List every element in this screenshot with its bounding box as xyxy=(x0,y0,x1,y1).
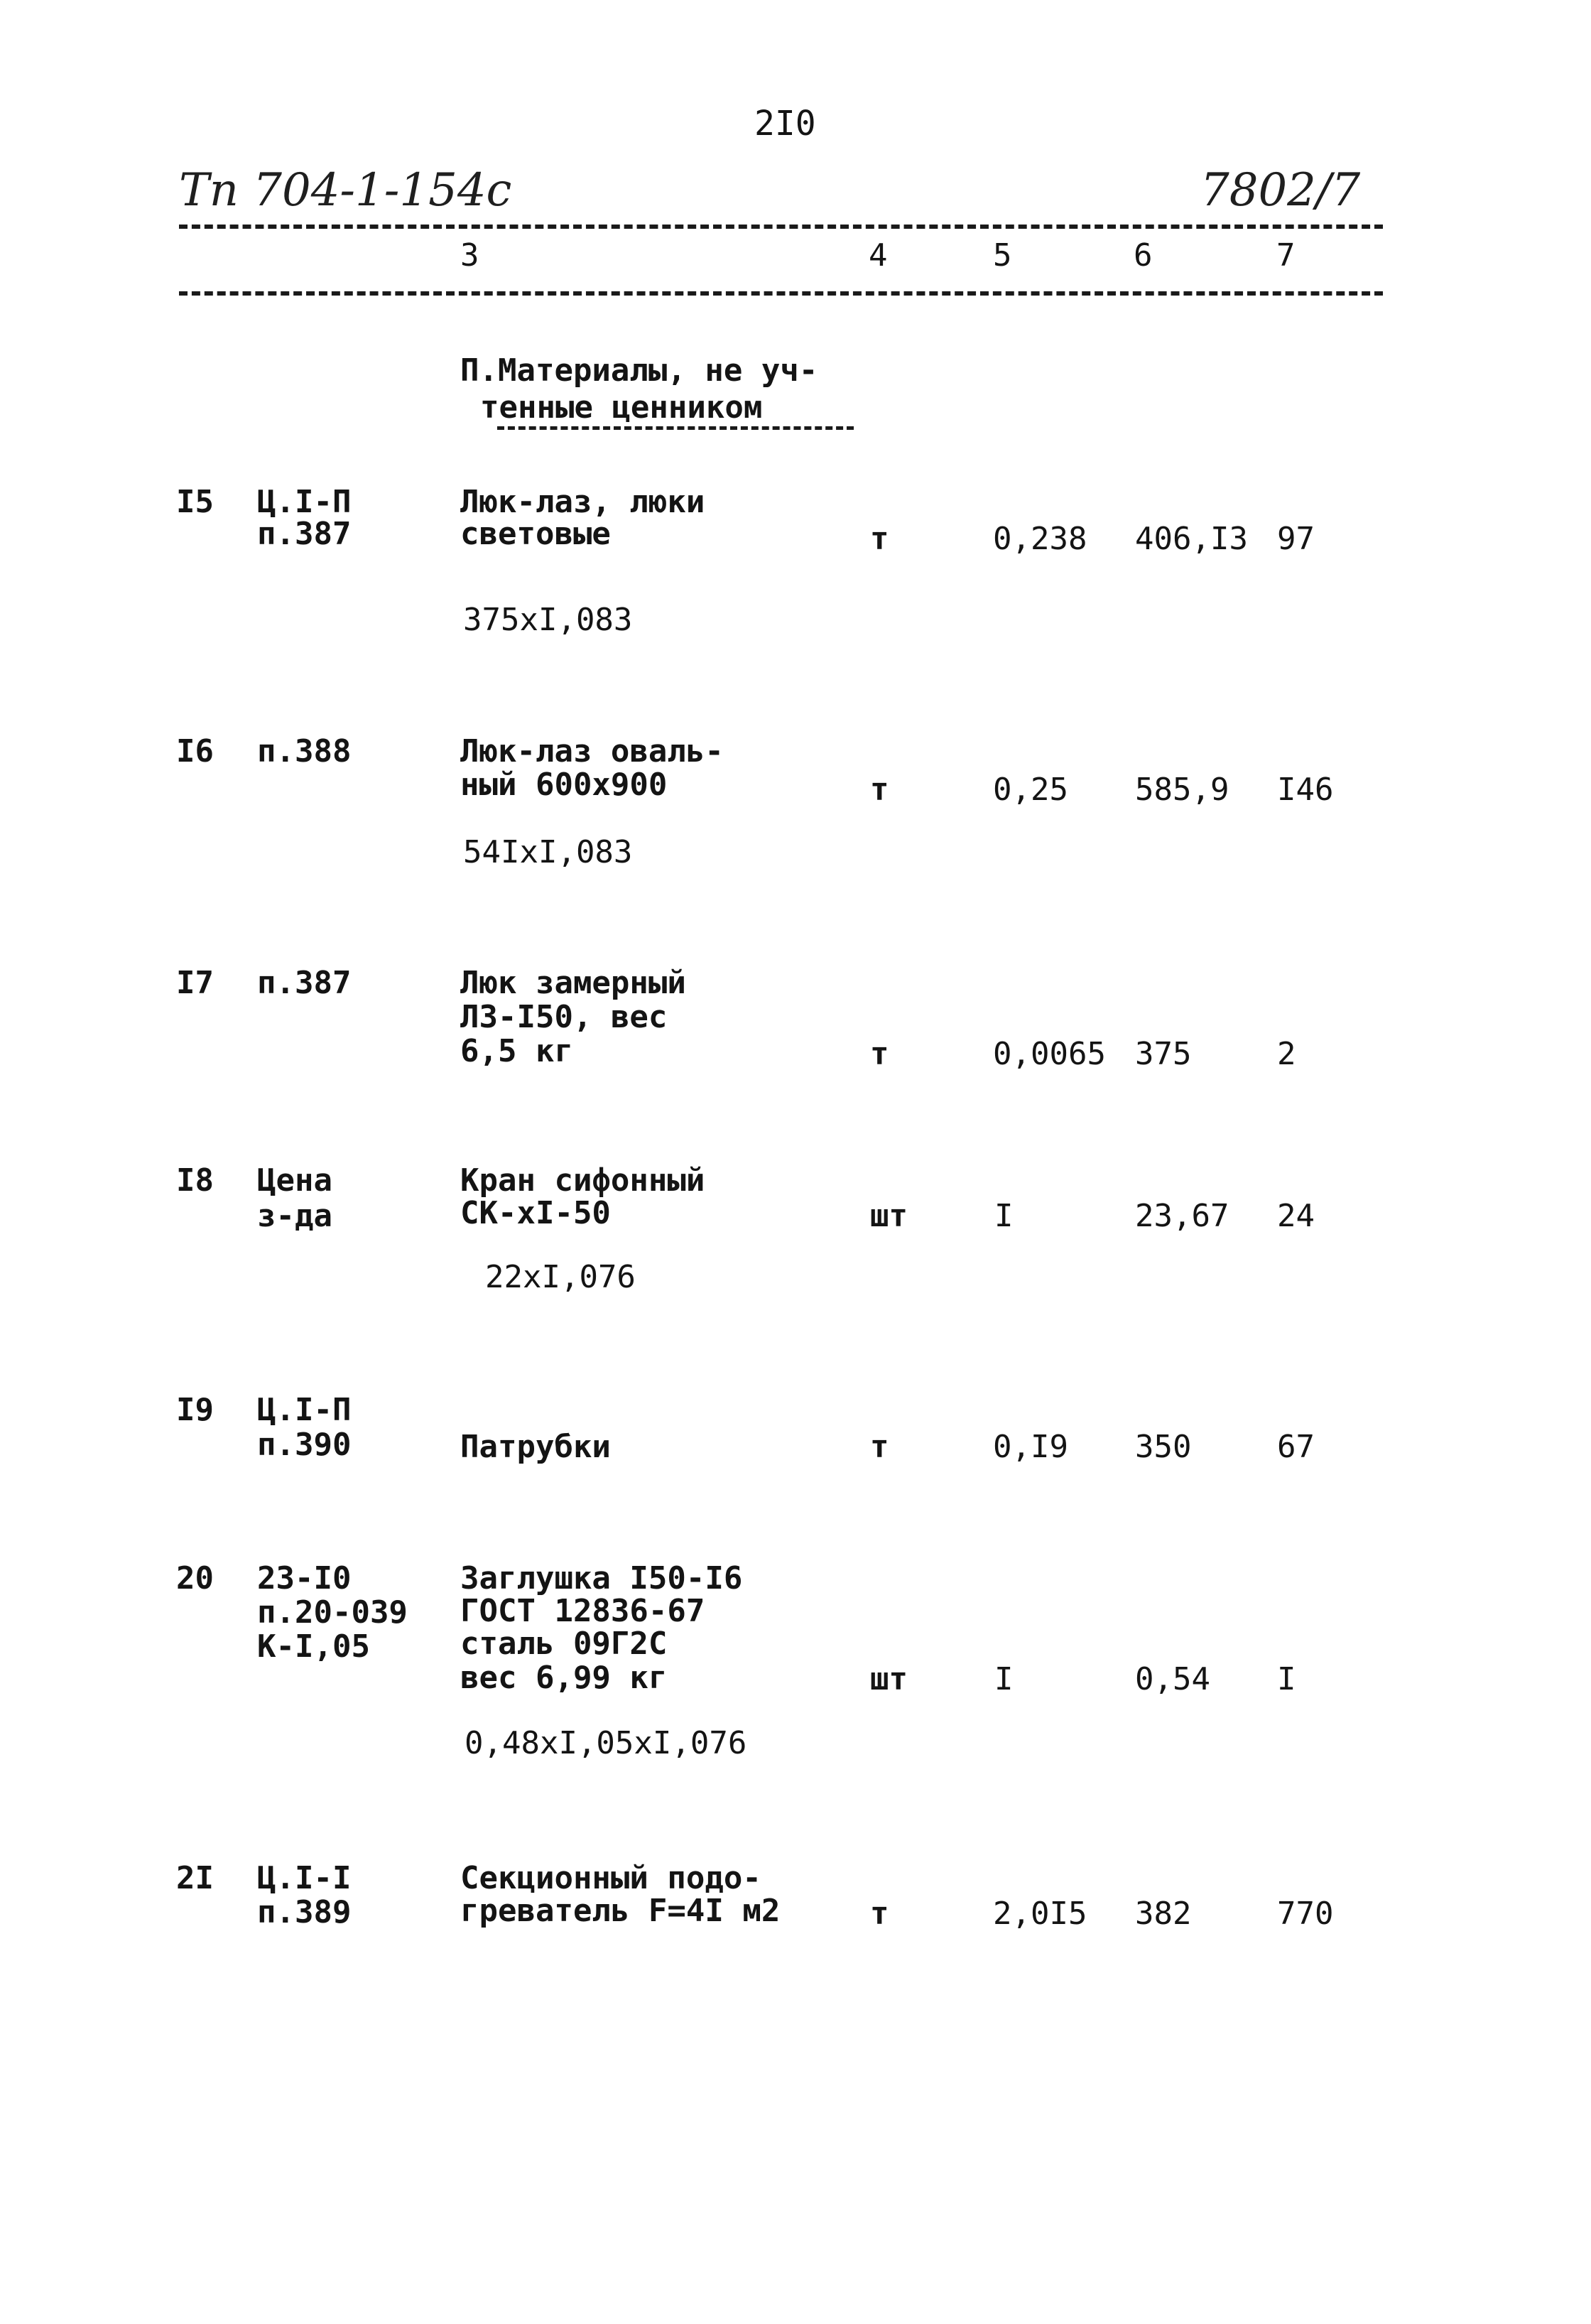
row-source: п.389 xyxy=(257,1894,352,1930)
row-quantity: 0,25 xyxy=(993,772,1068,808)
row-calculation: 54IxI,083 xyxy=(463,834,633,870)
row-number: I5 xyxy=(176,484,214,520)
row-item-name: ГОСТ 12836-67 xyxy=(460,1593,705,1629)
row-item-name: Люк-лаз оваль- xyxy=(460,733,724,769)
row-number: 2I xyxy=(176,1860,214,1896)
row-item-name: Заглушка I50-I6 xyxy=(460,1560,743,1596)
row-source: п.388 xyxy=(257,733,352,769)
row-item-name: Люк-лаз, люки xyxy=(460,484,705,520)
row-source: К-I,05 xyxy=(257,1628,370,1665)
header-bottom-dashed-rule xyxy=(179,291,1383,296)
row-item-name: Люк замерный xyxy=(460,965,686,1001)
column-header-6: 6 xyxy=(1134,237,1153,274)
row-unit-price: 382 xyxy=(1135,1896,1192,1932)
row-quantity: 0,238 xyxy=(993,521,1087,557)
row-calculation: 375xI,083 xyxy=(463,602,633,638)
row-total: 2 xyxy=(1277,1036,1296,1072)
row-source: Ц.I-I xyxy=(257,1860,352,1896)
row-item-name: СК-xI-50 xyxy=(460,1195,611,1231)
row-source: Цена xyxy=(257,1162,332,1199)
row-quantity: I xyxy=(994,1661,1014,1697)
column-header-4: 4 xyxy=(869,237,888,274)
row-unit: т xyxy=(870,772,889,808)
row-quantity: 2,0I5 xyxy=(993,1896,1087,1932)
section-title-underline xyxy=(497,426,854,430)
row-item-name: ный 600x900 xyxy=(460,767,668,803)
row-total: I46 xyxy=(1277,772,1334,808)
column-header-3: 3 xyxy=(460,237,479,274)
column-header-5: 5 xyxy=(993,237,1012,274)
row-calculation: 22xI,076 xyxy=(485,1259,636,1295)
row-total: 67 xyxy=(1277,1429,1315,1465)
document-code-left: Тп 704-1-154с xyxy=(179,164,512,217)
section-title-line-1: П.Материалы, не уч- xyxy=(460,352,818,389)
row-item-name: Патрубки xyxy=(460,1429,611,1465)
row-source: п.387 xyxy=(257,516,352,552)
row-item-name: 6,5 кг xyxy=(460,1033,573,1069)
row-item-name: Секционный подо- xyxy=(460,1860,761,1896)
row-item-name: греватель F=4I м2 xyxy=(460,1893,781,1929)
row-source: п.387 xyxy=(257,965,352,1001)
row-number: I9 xyxy=(176,1392,214,1428)
row-unit-price: 406,I3 xyxy=(1135,521,1248,557)
row-number: I7 xyxy=(176,965,214,1001)
row-unit-price: 23,67 xyxy=(1135,1198,1229,1234)
row-item-name: ЛЗ-I50, вес xyxy=(460,999,668,1035)
row-quantity: 0,I9 xyxy=(993,1429,1068,1465)
row-unit: т xyxy=(870,1036,889,1072)
row-source: з-да xyxy=(257,1198,332,1234)
row-number: 20 xyxy=(176,1560,214,1596)
row-source: Ц.I-П xyxy=(257,484,352,520)
row-item-name: световые xyxy=(460,516,611,552)
row-total: I xyxy=(1277,1661,1296,1697)
row-calculation: 0,48xI,05xI,076 xyxy=(465,1725,747,1761)
row-number: I8 xyxy=(176,1162,214,1199)
document-code-right: 7802/7 xyxy=(1200,164,1361,217)
row-source: п.390 xyxy=(257,1427,352,1463)
row-total: 97 xyxy=(1277,521,1315,557)
row-unit-price: 375 xyxy=(1135,1036,1192,1072)
row-number: I6 xyxy=(176,733,214,769)
section-title-line-2: тенные ценником xyxy=(480,389,763,426)
row-total: 770 xyxy=(1277,1896,1334,1932)
row-item-name: сталь 09Г2С xyxy=(460,1626,668,1662)
row-unit-price: 350 xyxy=(1135,1429,1192,1465)
row-unit: т xyxy=(870,1429,889,1465)
row-unit: т xyxy=(870,1896,889,1932)
row-unit: шт xyxy=(870,1198,908,1234)
row-unit: т xyxy=(870,521,889,557)
row-source: п.20-039 xyxy=(257,1594,408,1631)
row-item-name: вес 6,99 кг xyxy=(460,1660,668,1696)
row-unit-price: 585,9 xyxy=(1135,772,1229,808)
row-item-name: Кран сифонный xyxy=(460,1162,705,1199)
column-header-7: 7 xyxy=(1276,237,1296,274)
row-source: Ц.I-П xyxy=(257,1392,352,1428)
row-unit-price: 0,54 xyxy=(1135,1661,1210,1697)
row-quantity: 0,0065 xyxy=(993,1036,1106,1072)
page-number: 2I0 xyxy=(754,104,816,144)
row-total: 24 xyxy=(1277,1198,1315,1234)
row-quantity: I xyxy=(994,1198,1014,1234)
row-source: 23-I0 xyxy=(257,1560,352,1596)
row-unit: шт xyxy=(870,1661,908,1697)
header-top-dashed-rule xyxy=(179,225,1383,229)
